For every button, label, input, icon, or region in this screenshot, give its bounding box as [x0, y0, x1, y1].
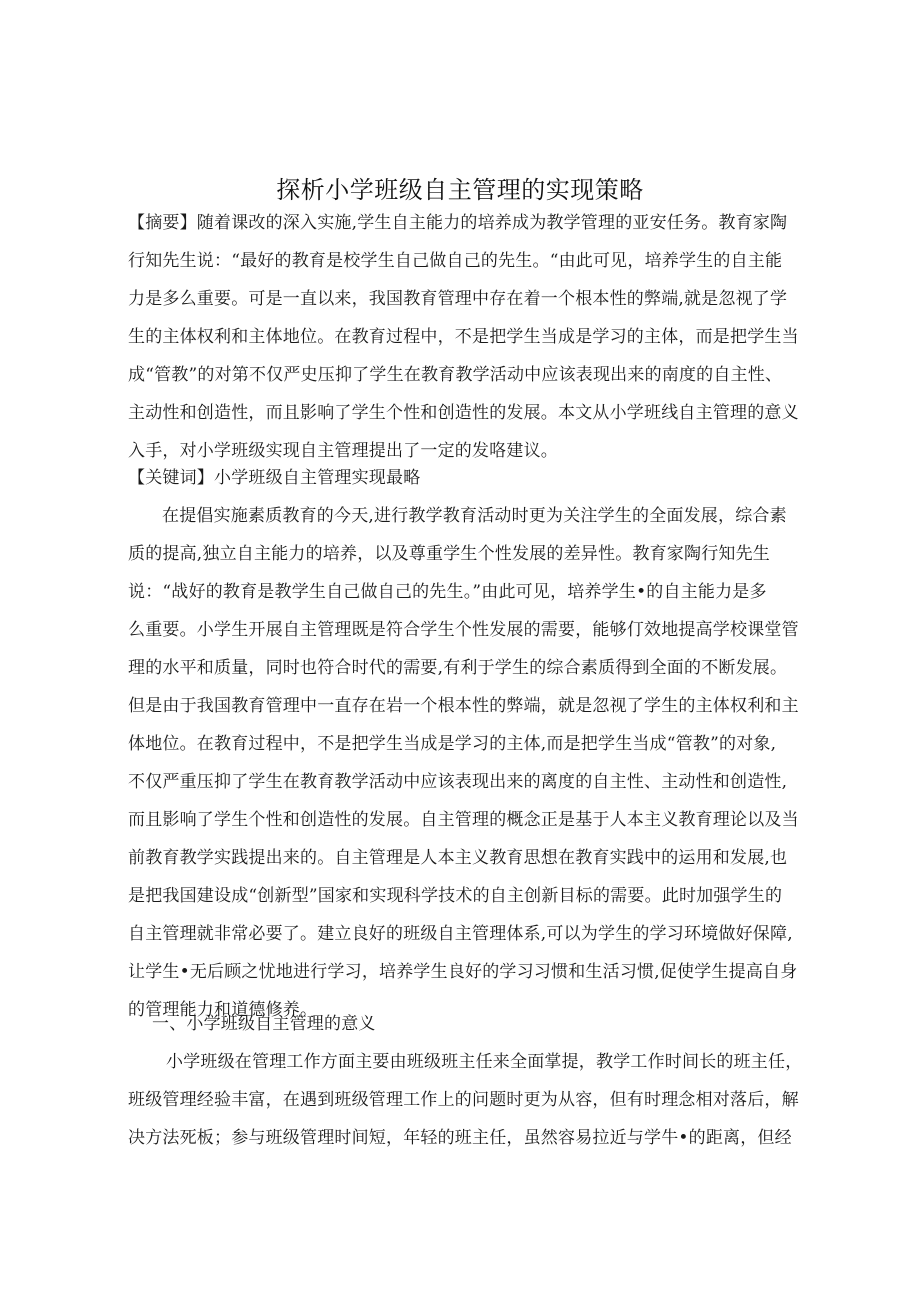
abstract-line: 入手，对小学班级实现自主管理提出了一定的发咯建议。	[128, 441, 558, 461]
intro-line: 但是由于我国教育管理中一直存在岩一个根本性的弊端，就是忽视了学生的主体权利和主	[128, 696, 799, 716]
intro-line: 说：“战好的教育是教学生自己做自己的先生。”由此可见，培养学生•的自主能力是多	[128, 582, 767, 602]
intro-line: 让学生•无后顾之忧地进行学习，培养学生良好的学习习惯和生活习惯,促使学生提高自身	[128, 962, 798, 982]
intro-line: 不仅严重压抑了学生在教育教学活动中应该表现出来的离度的自主性、主动性和创造性,	[128, 772, 788, 792]
abstract-line: 主动性和创造性，而且影响了学生个性和创造性的发展。本文从小学班线自主管理的意义	[128, 403, 799, 423]
abstract-line: 力是多么重要。可是一直以来，我国教育管理中存在着一个根本性的弊端,就是忽视了学	[128, 289, 788, 309]
intro-line: 在提倡实施素质教育的今天,进行教学教育活动时更为关注学生的全面发展，综合素	[162, 506, 787, 526]
intro-line: 体地位。在教育过程中，不是把学生当成是学习的主体,而是把学生当成“管教”的对象,	[128, 734, 777, 754]
abstract-line: 成“管教”的对第不仅严史压抑了学生在教育教学活动中应该表现出来的南度的自主性、	[128, 365, 783, 385]
document-title: 探析小学班级自主管理的实现策略	[276, 176, 644, 204]
intro-line: 而且影响了学生个性和创造性的发展。自主管理的概念正是基于人本主义教育理论以及当	[128, 810, 799, 830]
abstract-line: 行知先生说：“最好的教育是校学生自己做自己的先生。“由此可见，培养学生的自主能	[128, 251, 783, 271]
section-line: 班级管理经验丰富，在遇到班级管理工作上的问题时更为从容，但有时理念相对落后，解	[128, 1090, 799, 1110]
section-heading-text: 一、小学班级自主管理的意义	[152, 1014, 376, 1034]
abstract-line: 【摘要】随着课改的深入实施,学生自主能力的培养成为教学管理的亚安任务。教育家陶	[128, 213, 788, 233]
intro-line: 是把我国建设成“创新型”国家和实现科学技术的自主创新目标的需要。此时加强学生的	[128, 886, 783, 906]
abstract-line: 生的主体权利和主体地位。在教育过程中，不是把学生当成是学习的主体，而是把学生当	[128, 327, 799, 347]
section-line: 小学班级在管理工作方面主要由班级班主任来全面掌提，教学工作时间长的班主任，	[166, 1052, 803, 1072]
intro-line: 质的提高,独立自主能力的培养，以及尊重学生个性发展的差异性。教育家陶行知先生	[128, 544, 771, 564]
intro-line: 么重要。小学生开展自主管理既是符合学生个性发展的需要，能够仃效地提高学校课堂管	[128, 620, 799, 640]
intro-line: 理的水平和质量，同时也符合时代的需要,有利于学生的综合素质得到全面的不断发展。	[128, 658, 788, 678]
intro-line: 自主管理就非常必要了。建立良好的班级自主管理体系,可以为学生的学习环境做好保障,	[128, 924, 793, 944]
section-line: 决方法死板；参与班级管理时间短，年轻的班主任，虽然容易拉近与学牛•的距离，但经	[128, 1128, 792, 1148]
intro-line: 的管理能力和道德修养。	[128, 1000, 318, 1020]
intro-line: 前教育教学实践提出来的。自主管理是人本主义教育思想在教育实践中的运用和发展,也	[128, 848, 788, 868]
keywords-line: 【关键词】小学班级自主管理实现最略	[128, 468, 421, 488]
